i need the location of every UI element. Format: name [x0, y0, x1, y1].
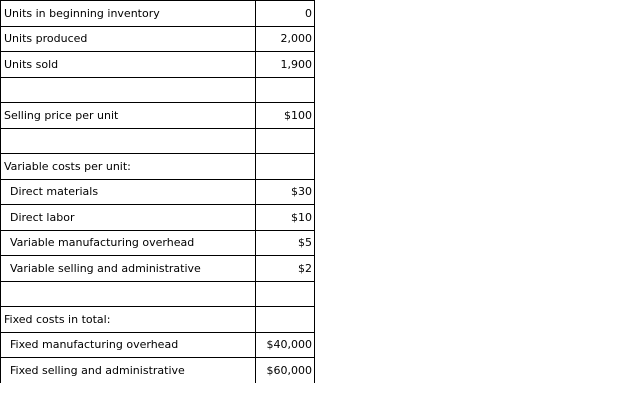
row-label [1, 128, 256, 154]
row-label: Variable manufacturing overhead [1, 230, 256, 256]
table-row [1, 52, 315, 78]
row-value: $100 [256, 103, 315, 129]
row-label: Units sold [1, 52, 256, 78]
table-row [1, 205, 315, 231]
row-label: Direct labor [1, 205, 256, 231]
section-header-fixed-costs: Fixed costs in total: [1, 307, 256, 333]
table-row [1, 103, 315, 129]
row-label: Variable selling and administrative [1, 256, 256, 282]
table-row [1, 230, 315, 256]
table-row-empty [1, 77, 315, 103]
row-value: 1,900 [256, 52, 315, 78]
row-value [256, 128, 315, 154]
table-row [1, 26, 315, 52]
row-label: Fixed selling and administrative [1, 358, 256, 383]
row-value: $40,000 [256, 332, 315, 358]
row-value: 0 [256, 1, 315, 27]
row-value: $2 [256, 256, 315, 282]
row-label [1, 281, 256, 307]
row-value [256, 77, 315, 103]
row-value: $5 [256, 230, 315, 256]
row-value [256, 307, 315, 333]
table-row-empty [1, 128, 315, 154]
table-row-section-header [1, 154, 315, 180]
table-row [1, 179, 315, 205]
table-row [1, 256, 315, 282]
row-value [256, 281, 315, 307]
row-label: Units in beginning inventory [1, 1, 256, 27]
row-label: Units produced [1, 26, 256, 52]
row-label: Selling price per unit [1, 103, 256, 129]
cost-data-table [0, 0, 315, 383]
table-row [1, 332, 315, 358]
row-label: Fixed manufacturing overhead [1, 332, 256, 358]
row-value: $10 [256, 205, 315, 231]
data-sheet [0, 0, 314, 383]
row-value: 2,000 [256, 26, 315, 52]
row-label [1, 77, 256, 103]
table-row [1, 358, 315, 383]
table-row-section-header [1, 307, 315, 333]
row-value [256, 154, 315, 180]
row-value: $60,000 [256, 358, 315, 383]
table-row-empty [1, 281, 315, 307]
row-value: $30 [256, 179, 315, 205]
row-label: Direct materials [1, 179, 256, 205]
section-header-variable-costs: Variable costs per unit: [1, 154, 256, 180]
table-row [1, 1, 315, 27]
